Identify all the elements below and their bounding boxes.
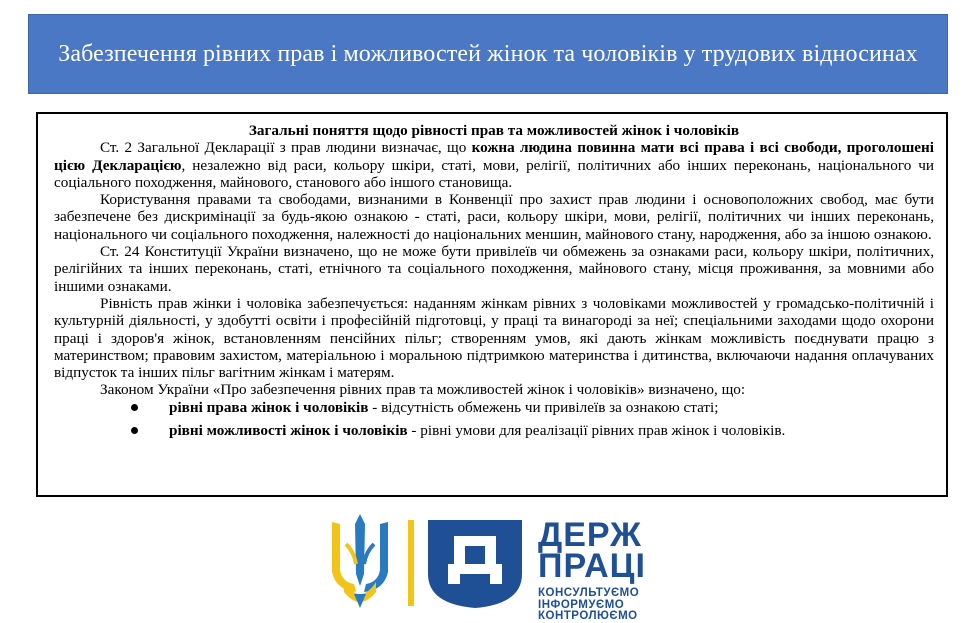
title-banner	[28, 14, 948, 94]
logo-wordmark	[538, 516, 646, 623]
definition-list	[54, 399, 934, 440]
trident-icon	[332, 514, 388, 608]
tagline-inform: ІНФОРМУЄМО	[538, 598, 625, 611]
paragraph-equality: Рівність прав жінки і чоловіка забезпечується: наданням жінкам рівних з чоловіками можливостей у громадсько-політичній і культурній діяльності, у здобутті освіти і професійній підготовці, у праці та винагороді за неї; спеціальними заходами щодо охорони праці і здоров'я жінок, встановленням пенсійних пільг; створенням умов, які дають жінкам можливість поєднувати працю з материнством; правовим захистом, матеріальною і моральною підтримкою материнства і дитинства, включаючи надання оплачуваних відпусток та інших пільг вагітним жінкам і матерям.	[54, 294, 934, 382]
tagline-consult: КОНСУЛЬТУЄМО	[538, 587, 640, 599]
document-box	[36, 112, 948, 497]
paragraph-constitution: Ст. 24 Конституції України визначено, що не може бути привілеїв чи обмежень за ознаками раси, кольору шкіри, політичних, релігійних та інших переконань, статі, етнічного та соціального походження, майнового стану, місця проживання, за мовними або іншими ознаками.	[54, 243, 934, 295]
shield-emblem-icon	[428, 520, 522, 608]
list-item-term: рівні права жінок і чоловіків	[169, 398, 369, 416]
bullet-icon	[131, 404, 138, 411]
bullet-icon	[131, 427, 138, 434]
paragraph-convention: Користування правами та свободами, визнаними в Конвенції про захист прав людини і основоположних свобод, має бути забезпечене без дискримінації за будь-якою ознакою - статі, раси, кольору шкіри, мови, релігії, політичних чи інших переконань, національного чи соціального походження, належності до національних меншин, майнового стану, народження, або за іншою ознакою.	[54, 191, 934, 243]
divider-bar	[408, 520, 414, 606]
paragraph-law: Законом України «Про забезпечення рівних прав та можливостей жінок і чоловіків» визначено, що:	[100, 381, 746, 399]
tagline-control: КОНТРОЛЮЄМО	[538, 610, 638, 622]
document-title: Загальні поняття щодо рівності прав та можливостей жінок і чоловіків	[248, 122, 740, 139]
list-item-definition: - відсутність обмежень чи привілеїв за ознакою статі;	[368, 398, 719, 416]
brand-line-2: ПРАЦІ	[538, 547, 646, 585]
paragraph-declaration	[54, 139, 934, 191]
page-title: Забезпечення рівних прав і можливостей жінок та чоловіків у трудових відносинах	[58, 40, 918, 67]
list-item	[54, 422, 934, 439]
list-item-definition: - рівні умови для реалізації рівних прав жінок і чоловіків.	[407, 422, 786, 440]
p1-bold-text: кожна людина повинна мати всі права і всі свободи, проголошені цією Декларацією	[54, 139, 934, 174]
list-item	[54, 399, 934, 416]
list-item-term: рівні можливості жінок і чоловіків	[169, 422, 408, 440]
p1-text-end: , незалежно від раси, кольору шкіри, статі, мови, релігії, політичних або інших переконань, національного чи соціального походження, майнового, станового або іншого становища.	[54, 156, 935, 191]
p1-text-start: Ст. 2 Загальної Декларації з прав людини визначає, що	[100, 139, 472, 157]
brand-line-1: ДЕРЖ	[538, 516, 642, 554]
